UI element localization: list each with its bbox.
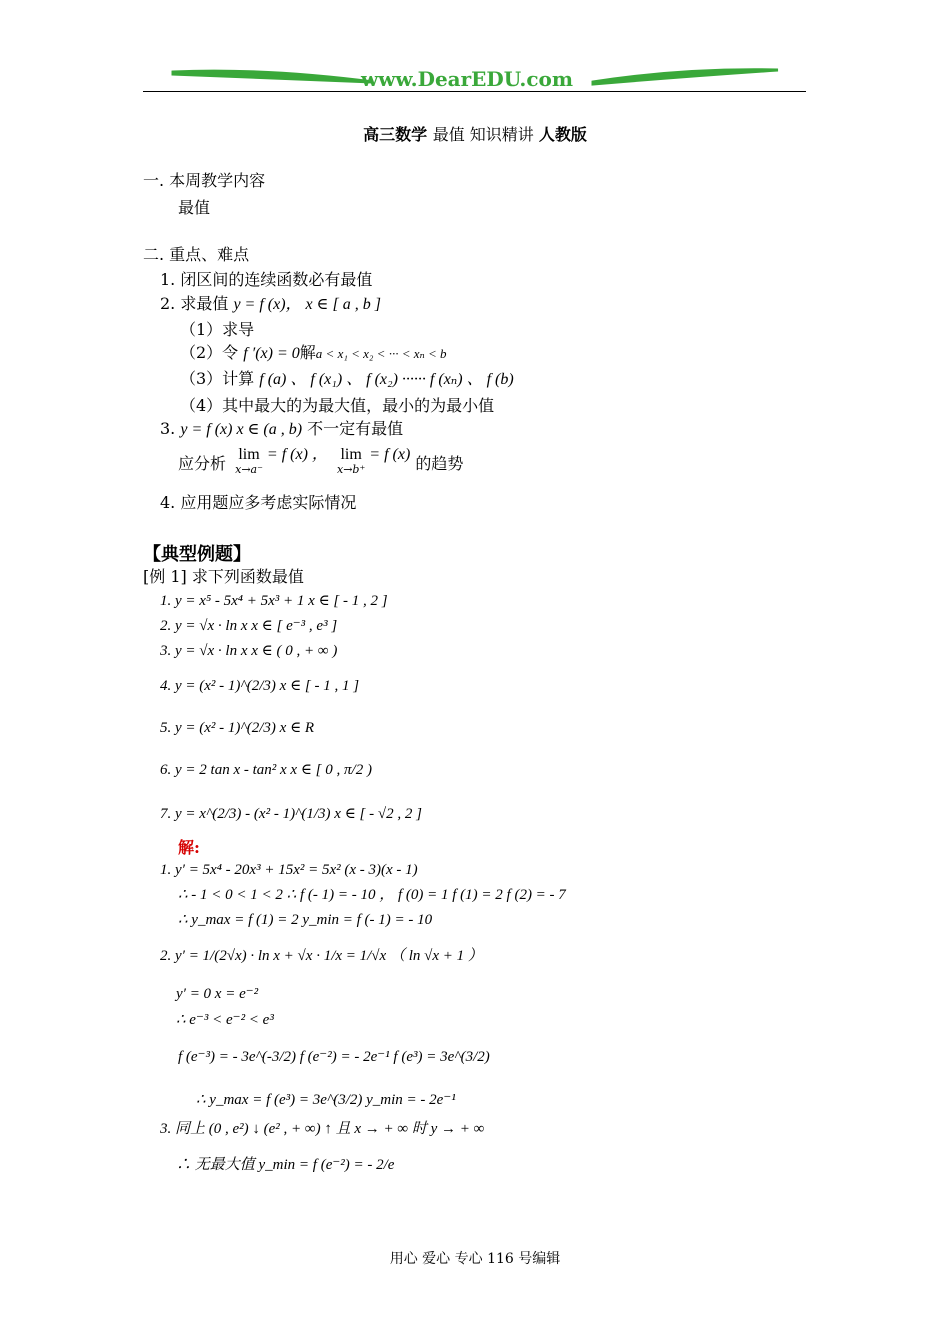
solution-2-line-2: y′ = 0 x = e⁻² (176, 986, 259, 1002)
lim-text-2: lim (340, 446, 362, 463)
problem-2: 2. y = √x · ln x x ∈ [ e⁻³ , e³ ] (160, 618, 338, 634)
lim-sub-2: x→b⁺ (337, 463, 366, 476)
point-3-math: y = f (x) x ∈ (a , b) (180, 421, 303, 438)
point-2 (160, 294, 381, 315)
problem-7: 7. y = x^(2/3) - (x² - 1)^(1/3) x ∈ [ - √2 , 2 ] (160, 806, 422, 822)
point-2-math: y = f (x)， x ∈ [ a , b ] (233, 296, 381, 313)
section1-heading: 一. 本周教学内容 (143, 171, 266, 190)
problem-5: 5. y = (x² - 1)^(2/3) x ∈ R (160, 720, 315, 736)
solution-1-line-2: ∴ - 1 < 0 < 1 < 2 ∴ f (- 1) = - 10 ， f (0) = 1 f (1) = 2 f (2) = - 7 (178, 887, 566, 903)
page-header (143, 60, 806, 92)
solution-3-line-1: 3. 同上 (0 , e²) ↓ (e² , + ∞) ↑ 且 x → + ∞ 时 y → + ∞ (160, 1121, 485, 1137)
point-3-analysis (178, 446, 463, 482)
point-2-label: 2. 求最值 (160, 294, 229, 313)
analysis-tail: 的趋势 (415, 454, 464, 473)
section2-heading: 二. 重点、难点 (143, 245, 250, 264)
step-4: （4）其中最大的为最大值，最小的为最小值 (180, 396, 495, 415)
page-footer: 用心 爱心 专心 116 号编辑 (389, 1251, 561, 1267)
problem-6: 6. y = 2 tan x - tan² x x ∈ [ 0 , π/2 ) (160, 762, 372, 778)
title-part2: 最值 知识精讲 (432, 125, 539, 144)
solution-2-line-5: ∴ y_max = f (e³) = 3e^(3/2) y_min = - 2e⁻¹ (196, 1092, 456, 1108)
step-2-label: （2）令 (180, 343, 239, 362)
step-3-math: f (a) 、 f (x₁) 、 f (x₂) ······ f (xₙ) 、 f (b) (259, 371, 514, 388)
lim-eq-1: = f (x) ， (266, 446, 328, 463)
problem-4: 4. y = (x² - 1)^(2/3) x ∈ [ - 1 , 1 ] (160, 678, 360, 694)
step-2-math2: a < x₁ < x₂ < ··· < xₙ < b (315, 346, 447, 361)
step-2 (180, 343, 447, 364)
step-1: （1）求导 (180, 320, 255, 339)
examples-heading: 【典型例题】 (143, 544, 251, 565)
solution-1-line-1: 1. y′ = 5x⁴ - 20x³ + 15x² = 5x² (x - 3)(x - 1) (160, 862, 418, 878)
page-title (0, 122, 950, 145)
step-3-label: （3）计算 (180, 369, 255, 388)
solution-2-line-1: 2. y′ = 1/(2√x) · ln x + √x · 1/x = 1/√x （ ln √x + 1 ） (160, 948, 483, 964)
title-part1: 高三数学 (363, 125, 433, 144)
solution-2-line-4: f (e⁻³) = - 3e^(-3/2) f (e⁻²) = - 2e⁻¹ f (e³) = 3e^(3/2) (178, 1049, 490, 1065)
solution-label: 解: (178, 838, 200, 857)
point-1: 1. 闭区间的连续函数必有最值 (160, 270, 373, 289)
dearedu-logo (143, 60, 806, 92)
lim-text-1: lim (238, 446, 260, 463)
limit-right (337, 446, 365, 476)
limit-left (235, 446, 263, 476)
lim-eq-2: = f (x) (369, 446, 411, 463)
point-4: 4. 应用题应多考虑实际情况 (160, 493, 357, 512)
point-3 (160, 419, 403, 440)
point-3-label: 3. (160, 419, 176, 438)
solution-2-line-3: ∴ e⁻³ < e⁻² < e³ (176, 1012, 274, 1028)
solution-3-line-2: ∴ 无最大值 y_min = f (e⁻²) = - 2/e (176, 1157, 395, 1173)
point-3-tail: 不一定有最值 (307, 419, 404, 438)
problem-1: 1. y = x⁵ - 5x⁴ + 5x³ + 1 x ∈ [ - 1 , 2 ] (160, 593, 388, 609)
example-1-title: [例 1] 求下列函数最值 (143, 567, 304, 586)
step-3 (180, 369, 514, 390)
analysis-label: 应分析 (178, 454, 227, 473)
section1-content: 最值 (178, 198, 211, 217)
header-rule (143, 91, 806, 92)
problem-3: 3. y = √x · ln x x ∈ ( 0 , + ∞ ) (160, 643, 338, 659)
logo-text: www.DearEDU.com (361, 67, 574, 91)
step-2-math1: f ′(x) = 0 (243, 345, 300, 362)
step-2-mid: 解 (299, 343, 316, 362)
solution-1-line-3: ∴ y_max = f (1) = 2 y_min = f (- 1) = - 10 (178, 912, 433, 928)
lim-sub-1: x→a⁻ (235, 463, 263, 476)
title-part3: 人教版 (538, 125, 587, 144)
